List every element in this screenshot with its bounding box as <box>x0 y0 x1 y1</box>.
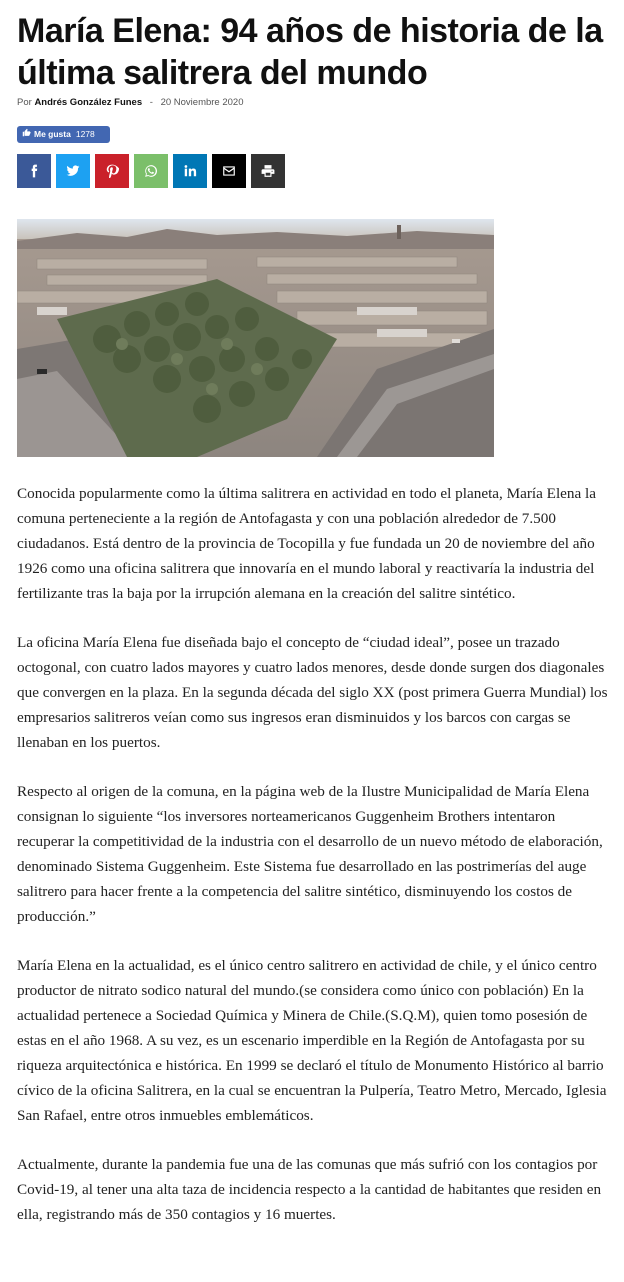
facebook-share-button[interactable] <box>17 154 51 188</box>
print-share-button[interactable] <box>251 154 285 188</box>
hero-aerial-photo <box>17 219 494 457</box>
email-icon <box>222 164 236 178</box>
publish-date: 20 Noviembre 2020 <box>160 97 244 108</box>
linkedin-share-button[interactable] <box>173 154 207 188</box>
like-label: Me gusta <box>34 129 71 139</box>
thumbs-up-icon <box>22 126 31 143</box>
print-icon <box>261 164 275 178</box>
author-link[interactable]: Andrés González Funes <box>34 97 143 108</box>
whatsapp-share-button[interactable] <box>134 154 168 188</box>
paragraph: María Elena en la actualidad, es el único centro salitrero en actividad de chile, y el único centro productor de nitrato sodico natural del mundo.(se considera como único con población) En la actualidad pertenece a Sociedad Química y Minera de Chile.(S.Q.M), quien tomo posesión de estas en el año 1968. A su vez, es un escenario imperdible en la Región de Antofagasta por su riqueza arquitectónica e histórica. En 1999 se declaró el título de Monumento Histórico al barrio cívico de la oficina Salitrera, en la cual se encuentran la Pulpería, Teatro Metro, Mercado, Iglesia San Rafael, entre otros inmuebles emblemáticos. <box>17 957 607 1124</box>
pinterest-icon <box>105 164 119 178</box>
article-meta <box>17 97 244 108</box>
meta-separator: - <box>149 97 153 108</box>
facebook-like-button[interactable] <box>17 126 110 143</box>
paragraph: La oficina María Elena fue diseñada bajo el concepto de “ciudad ideal”, posee un trazado octogonal, con cuatro lados mayores y cuatro lados menores, desde donde surgen dos diagonales que convergen en la plaza. En la segunda década del siglo XX (post primera Guerra Mundial) los empresarios salitreros veían como sus ingresos eran disminuidos y los barcos con cargas se llenaban en los puertos. <box>17 634 608 751</box>
paragraph: Conocida popularmente como la última salitrera en actividad en todo el planeta, María Elena la comuna perteneciente a la región de Antofagasta y con una población alrededor de 7.500 ciudadanos. Está dentro de la provincia de Tocopilla y fue fundada un 20 de noviembre del año 1926 como una oficina salitrera que innovaría en el mundo laboral y reactivaría la industria del fertilizante tras la baja por la irrupción alemana en la creación del salitre sintético. <box>17 485 597 602</box>
twitter-icon <box>66 164 80 178</box>
pinterest-share-button[interactable] <box>95 154 129 188</box>
paragraph: Actualmente, durante la pandemia fue una de las comunas que más sufrió con los contagios por Covid-19, al tener una alta taza de incidencia respecto a la cantidad de habitantes que residen en ella, registrando más de 350 contagios y 16 muertes. <box>17 1156 602 1223</box>
whatsapp-icon <box>144 164 158 178</box>
like-count: 1278 <box>75 129 95 139</box>
share-buttons <box>17 154 285 188</box>
twitter-share-button[interactable] <box>56 154 90 188</box>
linkedin-icon <box>183 164 197 178</box>
article-title: María Elena: 94 años de historia de la última salitrera del mundo <box>17 12 603 92</box>
by-label: Por <box>17 97 32 108</box>
aerial-town-image <box>17 219 494 457</box>
email-share-button[interactable] <box>212 154 246 188</box>
article-body <box>17 481 611 1251</box>
facebook-icon <box>27 164 41 178</box>
paragraph: Respecto al origen de la comuna, en la página web de la Ilustre Municipalidad de María Elena consignan lo siguiente “los inversores norteamericanos Guggenheim Brothers intentaron recuperar la competitividad de la industria con el desarrollo de un nuevo método de elaboración, denominado Sistema Guggenheim. Este Sistema fue desarrollado en las postrimerías del auge salitrero para hacer frente a la competencia del salitre sintético, disminuyendo los costos de producción.” <box>17 783 603 925</box>
